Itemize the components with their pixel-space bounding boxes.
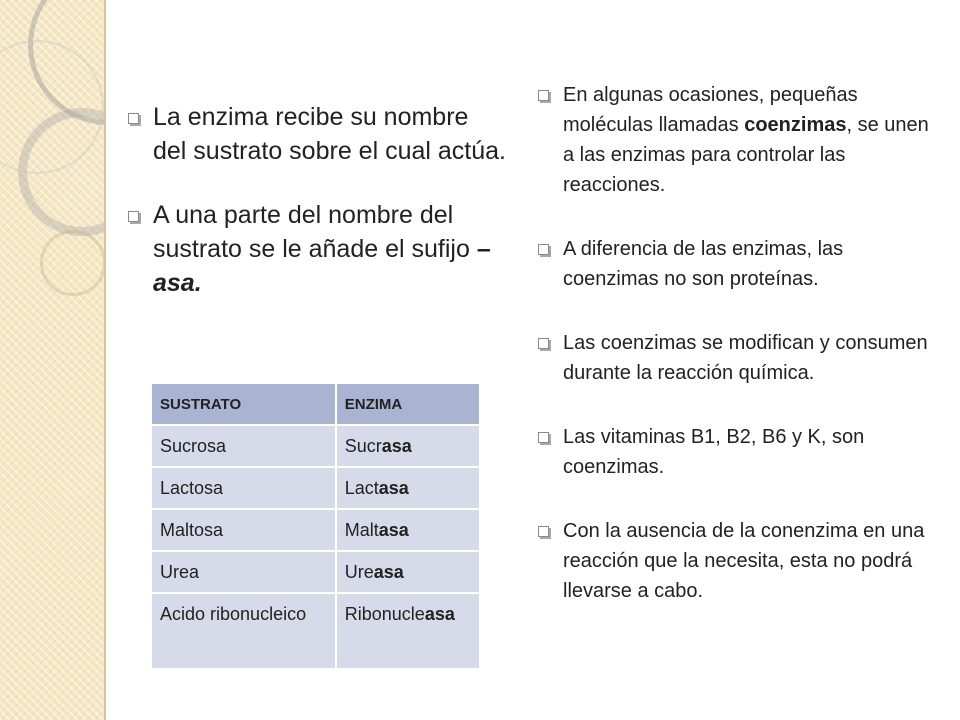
table-header-row <box>151 383 480 425</box>
list-item <box>538 80 938 200</box>
bullet-text: Las vitaminas B1, B2, B6 y K, son coenzimas. <box>563 426 865 478</box>
square-bullet-icon <box>538 244 549 255</box>
enzima-cell: Ureasa <box>336 551 480 593</box>
list-item <box>128 100 508 168</box>
table-row <box>151 509 480 551</box>
bullet-text: En algunas ocasiones, pequeñas moléculas llamadas coenzimas, se unen a las enzimas para controlar las reacciones. <box>563 84 929 196</box>
list-item <box>128 198 508 300</box>
sustrato-cell: Lactosa <box>151 467 336 509</box>
right-bullet-list <box>538 80 938 640</box>
bullet-text: A una parte del nombre del sustrato se le añade el sufijo –asa. <box>153 201 491 297</box>
column-header-sustrato: SUSTRATO <box>151 383 336 425</box>
decorative-ring <box>40 230 106 296</box>
table-row <box>151 467 480 509</box>
enzima-cell: Ribonucleasa <box>336 593 480 669</box>
square-bullet-icon <box>538 338 549 349</box>
bullet-text: La enzima recibe su nombre del sustrato sobre el cual actúa. <box>153 103 506 165</box>
sustrato-cell: Sucrosa <box>151 425 336 467</box>
sustrato-cell: Acido ribonucleico <box>151 593 336 669</box>
table-row <box>151 593 480 669</box>
suffix-text: –asa. <box>153 235 491 297</box>
bold-term: coenzimas <box>744 114 847 136</box>
list-item <box>538 422 938 482</box>
bullet-text: A diferencia de las enzimas, las coenzimas no son proteínas. <box>563 238 844 290</box>
enzima-cell: Lactasa <box>336 467 480 509</box>
left-bullet-list <box>128 100 508 330</box>
square-bullet-icon <box>128 211 139 222</box>
sustrato-cell: Urea <box>151 551 336 593</box>
square-bullet-icon <box>538 432 549 443</box>
bullet-text: Con la ausencia de la conenzima en una reacción que la necesita, esta no podrá llevarse a cabo. <box>563 520 925 602</box>
list-item <box>538 234 938 294</box>
table-row <box>151 551 480 593</box>
enzima-cell: Maltasa <box>336 509 480 551</box>
list-item <box>538 328 938 388</box>
list-item <box>538 516 938 606</box>
square-bullet-icon <box>538 526 549 537</box>
enzyme-table <box>150 382 481 670</box>
decorative-side-strip <box>0 0 106 720</box>
enzima-cell: Sucrasa <box>336 425 480 467</box>
bullet-text: Las coenzimas se modifican y consumen durante la reacción química. <box>563 332 928 384</box>
sustrato-cell: Maltosa <box>151 509 336 551</box>
column-header-enzima: ENZIMA <box>336 383 480 425</box>
square-bullet-icon <box>128 113 139 124</box>
table-row <box>151 425 480 467</box>
square-bullet-icon <box>538 90 549 101</box>
